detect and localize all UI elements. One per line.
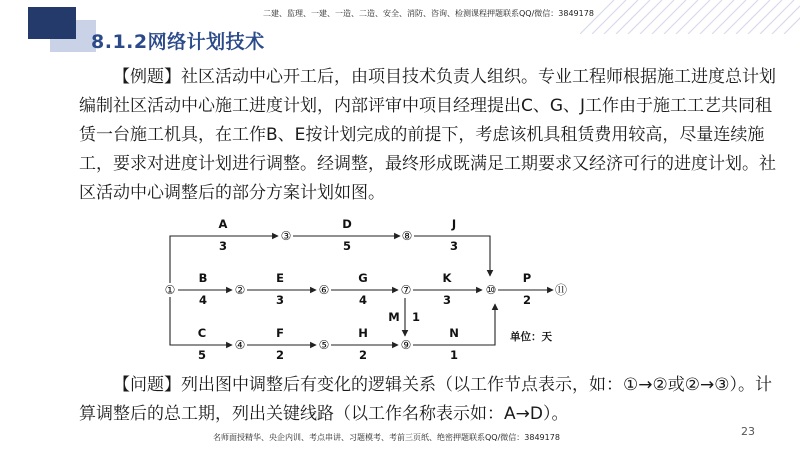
node-11: ⑪ bbox=[554, 283, 568, 297]
activity-dur-P: 2 bbox=[522, 293, 532, 307]
activity-name-E: E bbox=[276, 271, 284, 285]
node-2: ② bbox=[234, 283, 246, 297]
activity-name-C: C bbox=[197, 326, 207, 340]
top-contact-notice: 二建、监理、一建、一造、二造、安全、消防、咨询、检测课程押题联系QQ/微信：3849178 bbox=[263, 9, 594, 18]
section-title: 8.1.2网络计划技术 bbox=[91, 31, 265, 53]
node-4: ④ bbox=[234, 338, 246, 352]
activity-dur-B: 4 bbox=[198, 293, 208, 307]
bottom-contact-notice: 名师面授精华、央企内训、考点串讲、习题模考、考前三页纸、绝密押题联系QQ/微信：3849178 bbox=[213, 433, 560, 442]
activity-dur-F: 2 bbox=[275, 348, 285, 362]
activity-name-H: H bbox=[358, 326, 368, 340]
activity-dur-K: 3 bbox=[442, 293, 452, 307]
activity-name-K: K bbox=[442, 271, 452, 285]
activity-name-P: P bbox=[522, 271, 532, 285]
activity-name-B: B bbox=[198, 271, 208, 285]
activity-dur-H: 2 bbox=[358, 348, 368, 362]
activity-name-M: M bbox=[388, 310, 400, 324]
decor-block-dark bbox=[28, 7, 76, 39]
node-3: ③ bbox=[280, 229, 292, 243]
activity-name-J: J bbox=[451, 217, 457, 231]
page-number: 23 bbox=[741, 425, 755, 438]
node-6: ⑥ bbox=[318, 283, 330, 297]
activity-dur-A: 3 bbox=[218, 239, 228, 253]
unit-label: 单位：天 bbox=[510, 331, 552, 343]
activity-name-D: D bbox=[342, 217, 352, 231]
activity-name-G: G bbox=[358, 271, 368, 285]
node-5: ⑤ bbox=[318, 338, 330, 352]
node-1: ① bbox=[164, 283, 176, 297]
activity-dur-E: 3 bbox=[275, 293, 285, 307]
node-8: ⑧ bbox=[401, 229, 413, 243]
decor-hatch bbox=[580, 0, 800, 34]
network-diagram bbox=[150, 212, 600, 364]
node-9: ⑨ bbox=[400, 338, 412, 352]
activity-name-A: A bbox=[218, 217, 228, 231]
activity-dur-J: 3 bbox=[449, 239, 459, 253]
activity-name-N: N bbox=[449, 326, 459, 340]
node-10: ⑩ bbox=[485, 283, 497, 297]
activity-dur-D: 5 bbox=[342, 239, 352, 253]
question-paragraph: 【问题】列出图中调整后有变化的逻辑关系（以工作节点表示，如：①→②或②→③）。计算调整后的总工期，列出关键线路（以工作名称表示如：A→D）。 bbox=[79, 375, 772, 424]
activity-dur-N: 1 bbox=[449, 348, 459, 362]
example-paragraph: 【例题】社区活动中心开工后，由项目技术负责人组织。专业工程师根据施工进度总计划编制社区活动中心施工进度计划，内部评审中项目经理提出C、G、J工作由于施工工艺共同租赁一台施工机具，在工作B、E按计划完成的前提下，考虑该机具租赁费用较高，尽量连续施工，要求对进度计划进行调整。经调整，最终形成既满足工期要求又经济可行的进度计划。社区活动中心调整后的部分方案计划如图。 bbox=[79, 67, 776, 203]
activity-name-F: F bbox=[276, 326, 284, 340]
activity-dur-C: 5 bbox=[197, 348, 207, 362]
activity-dur-G: 4 bbox=[358, 293, 368, 307]
activity-dur-M: 1 bbox=[411, 310, 421, 324]
node-7: ⑦ bbox=[400, 283, 412, 297]
